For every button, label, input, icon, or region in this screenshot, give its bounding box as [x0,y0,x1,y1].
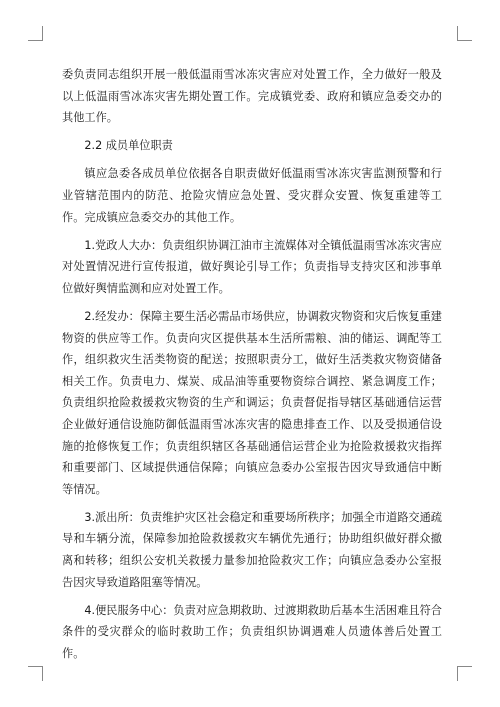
paragraph-economic-office: 2.经发办：保障主要生活必需品市场供应，协调救灾物资和灾后恢复重建物资的供应等工作。负责向灾区提供基本生活所需粮、油的储运、调配等工作，组织救灾生活类物资的配送；按照职责分工，做好生活类救灾物资储备相关工作。负责电力、煤炭、成品油等重要物资综合调控、紧急调度工作；负责组织抢险救援救灾物资的生产和调运；负责督促指导辖区基础通信运营企业做好通信设施防御低温雨雪冰冻灾害的隐患排查工作、以及受损通信设施的抢修恢复工作；负责组织辖区各基础通信运营企业为抢险救援救灾指挥和重要部门、区域提供通信保障；向镇应急委办公室报告因灾导致通信中断等情况。 [62,309,442,496]
paragraph-party-office: 1.党政人大办：负责组织协调江油市主流媒体对全镇低温雨雪冰冻灾害应对处置情况进行宣传报道，做好舆论引导工作；负责指导支持灾区和涉事单位做好舆情监测和应对处置工作。 [62,238,442,295]
paragraph-service-center: 4.便民服务中心：负责对应急期救助、过渡期救助后基本生活困难且符合条件的受灾群众的临时救助工作；负责组织协调遇难人员遗体善后处置工作。 [62,603,442,660]
crop-mark-bottom-right [457,666,472,681]
paragraph-member-duties: 镇应急委各成员单位依据各自职责做好低温雨雪冰冻灾害监测预警和行业管辖范围内的防范、抢险灾情应急处置、受灾群众安置、恢复重建等工作。完成镇应急委交办的其他工作。 [62,167,442,224]
section-heading-2-2: 2.2 成员单位职责 [84,139,173,153]
crop-mark-bottom-left [28,666,43,681]
crop-mark-top-right [457,26,472,41]
crop-mark-top-left [28,26,43,41]
paragraph-continued: 委负责同志组织开展一般低温雨雪冰冻灾害应对处置工作，全力做好一般及以上低温雨雪冰冻灾害先期处置工作。完成镇党委、政府和镇应急委交办的其他工作。 [62,68,442,125]
document-body [62,64,442,671]
paragraph-police-station: 3.派出所：负责维护灾区社会稳定和重要场所秩序；加强全市道路交通疏导和车辆分流，保障参加抢险救援救灾车辆优先通行；协助组织做好群众撤离和转移；组织公安机关救援力量参加抢险救灾工作；向镇应急委办公室报告因灾导致道路阻塞等情况。 [62,510,442,589]
